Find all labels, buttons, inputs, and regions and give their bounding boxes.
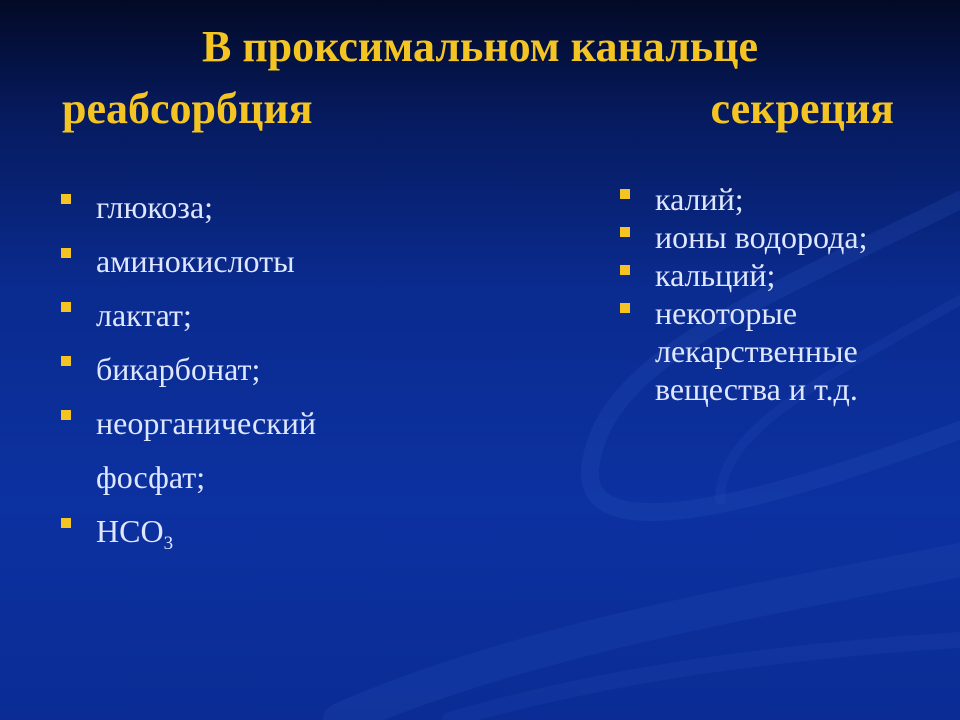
list-item-text: лактат; <box>96 297 192 333</box>
list-item <box>620 256 940 294</box>
square-bullet-icon <box>61 302 71 312</box>
square-bullet-icon <box>61 410 71 420</box>
formula-base: HCO <box>96 513 164 549</box>
list-item-text: некоторые лекарственные вещества и т.д. <box>655 295 858 407</box>
secretion-list <box>620 180 940 408</box>
list-item <box>620 218 940 256</box>
square-bullet-icon <box>620 303 630 313</box>
formula-subscript: 3 <box>163 533 174 554</box>
list-item <box>61 234 501 288</box>
list-item <box>620 180 940 218</box>
formula <box>96 513 174 554</box>
list-item <box>61 342 501 396</box>
list-item-text: ионы водорода; <box>655 219 868 255</box>
square-bullet-icon <box>61 194 71 204</box>
slide-title: В проксимальном канальце <box>201 22 759 71</box>
heading-reabsorption: реабсорбция <box>62 84 313 133</box>
list-item-text: глюкоза; <box>96 189 214 225</box>
square-bullet-icon <box>61 356 71 366</box>
square-bullet-icon <box>620 265 630 275</box>
list-item-text: аминокислоты <box>96 243 295 279</box>
list-item-continuation: фосфат; <box>96 459 206 495</box>
list-item-text: кальций; <box>655 257 776 293</box>
square-bullet-icon <box>620 189 630 199</box>
heading-secretion: секреция <box>710 84 894 133</box>
reabsorption-list <box>61 180 501 571</box>
list-item <box>61 288 501 342</box>
list-item <box>620 294 940 408</box>
list-item-text: неорганический <box>96 405 316 441</box>
list-item-text: бикарбонат; <box>96 351 261 387</box>
square-bullet-icon <box>620 227 630 237</box>
list-item <box>61 504 501 571</box>
square-bullet-icon <box>61 248 71 258</box>
list-item <box>61 396 501 504</box>
list-item-text: калий; <box>655 181 744 217</box>
square-bullet-icon <box>61 518 71 528</box>
list-item <box>61 180 501 234</box>
